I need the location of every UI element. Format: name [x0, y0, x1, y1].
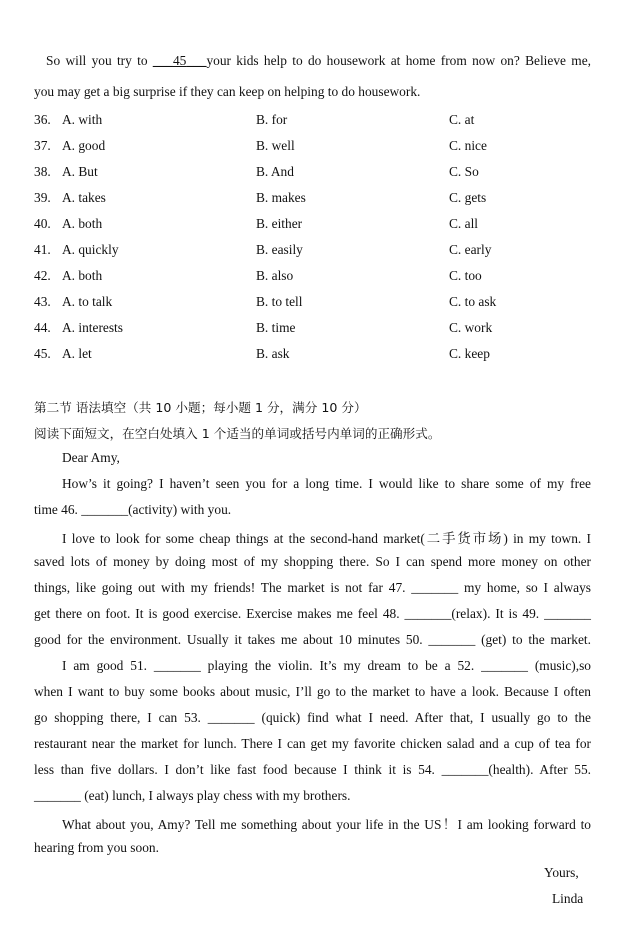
section-instruction: 阅读下面短文，在空白处填入 1 个适当的单词或括号内单词的正确形式。 [34, 426, 441, 441]
letter-line-13: _______ (eat) lunch, I always play chess with my brothers. [34, 788, 351, 803]
blank-45: ___45___ [152, 53, 207, 68]
intro-line-1 [46, 53, 591, 69]
option-number: 36. [34, 112, 51, 127]
option-a: A. But [62, 164, 98, 179]
option-c: C. too [449, 268, 482, 283]
intro-text-end: your kids help to do housework at home from now on? Believe me, [206, 53, 591, 68]
option-c: C. to ask [449, 294, 497, 309]
letter-line-12: less than five dollars. I don’t like fast food because I think it is 54. _______(health). After 55. [34, 762, 591, 777]
letter-line-11: restaurant near the market for lunch. There I can get my favorite chicken salad and a cup of tea for [34, 736, 591, 751]
option-b: B. time [256, 320, 296, 335]
letter-line-14: What about you, Amy? Tell me something about your life in the US！I am looking forward to [62, 817, 591, 832]
option-b: B. easily [256, 242, 303, 257]
option-a: A. good [62, 138, 106, 153]
letter-line-4: saved lots of money by doing most of my shopping there. So I can spend more money on other [34, 554, 591, 569]
option-b: B. makes [256, 190, 306, 205]
letter-closing: Yours, [544, 865, 579, 880]
letter-line-9: when I want to buy some books about music, I’ll go to the market to have a look. Because I often [34, 684, 591, 699]
letter-signature: Linda [552, 891, 584, 906]
option-b: B. also [256, 268, 294, 283]
option-number: 39. [34, 190, 51, 205]
option-number: 40. [34, 216, 51, 231]
option-c: C. at [449, 112, 475, 127]
option-c: C. nice [449, 138, 487, 153]
option-b: B. for [256, 112, 288, 127]
option-b: B. And [256, 164, 294, 179]
intro-text-start: So will you try to [46, 53, 153, 68]
letter-line-3: I love to look for some cheap things at the second-hand market(二手货市场) in my town. I [62, 531, 591, 546]
letter-line-5: things, like going out with my friends! The market is not far 47. _______ my home, so I always [34, 580, 591, 595]
letter-line-15: hearing from you soon. [34, 840, 159, 855]
option-a: A. to talk [62, 294, 113, 309]
letter-line-8: I am good 51. _______ playing the violin. It’s my dream to be a 52. _______ (music),so [62, 658, 591, 673]
option-number: 44. [34, 320, 51, 335]
letter-line-10: go shopping there, I can 53. _______ (quick) find what I need. After that, I usually go to the [34, 710, 591, 725]
section-title: 第二节 语法填空（共 10 小题；每小题 1 分，满分 10 分） [34, 400, 367, 415]
option-b: B. well [256, 138, 295, 153]
option-a: A. takes [62, 190, 106, 205]
letter-greeting: Dear Amy, [62, 450, 120, 465]
option-c: C. all [449, 216, 479, 231]
option-a: A. let [62, 346, 92, 361]
option-c: C. So [449, 164, 479, 179]
option-b: B. ask [256, 346, 290, 361]
option-number: 37. [34, 138, 51, 153]
option-a: A. quickly [62, 242, 119, 257]
letter-line-6: get there on foot. It is good exercise. Exercise makes me feel 48. _______(relax). It is 49. _______ [34, 606, 591, 621]
option-a: A. with [62, 112, 103, 127]
option-a: A. both [62, 268, 103, 283]
option-number: 41. [34, 242, 51, 257]
option-number: 43. [34, 294, 51, 309]
option-number: 45. [34, 346, 51, 361]
option-number: 42. [34, 268, 51, 283]
option-number: 38. [34, 164, 51, 179]
option-b: B. either [256, 216, 303, 231]
option-b: B. to tell [256, 294, 303, 309]
option-c: C. gets [449, 190, 487, 205]
intro-line-2: you may get a big surprise if they can keep on helping to do housework. [34, 84, 421, 99]
letter-line-1: How’s it going? I haven’t seen you for a long time. I would like to share some of my free [62, 476, 591, 491]
option-c: C. early [449, 242, 492, 257]
option-a: A. both [62, 216, 103, 231]
option-c: C. work [449, 320, 493, 335]
option-c: C. keep [449, 346, 490, 361]
option-a: A. interests [62, 320, 123, 335]
letter-line-7: good for the environment. Usually it takes me about 10 minutes 50. _______ (get) to the market. [34, 632, 591, 647]
letter-line-2: time 46. _______(activity) with you. [34, 502, 232, 517]
